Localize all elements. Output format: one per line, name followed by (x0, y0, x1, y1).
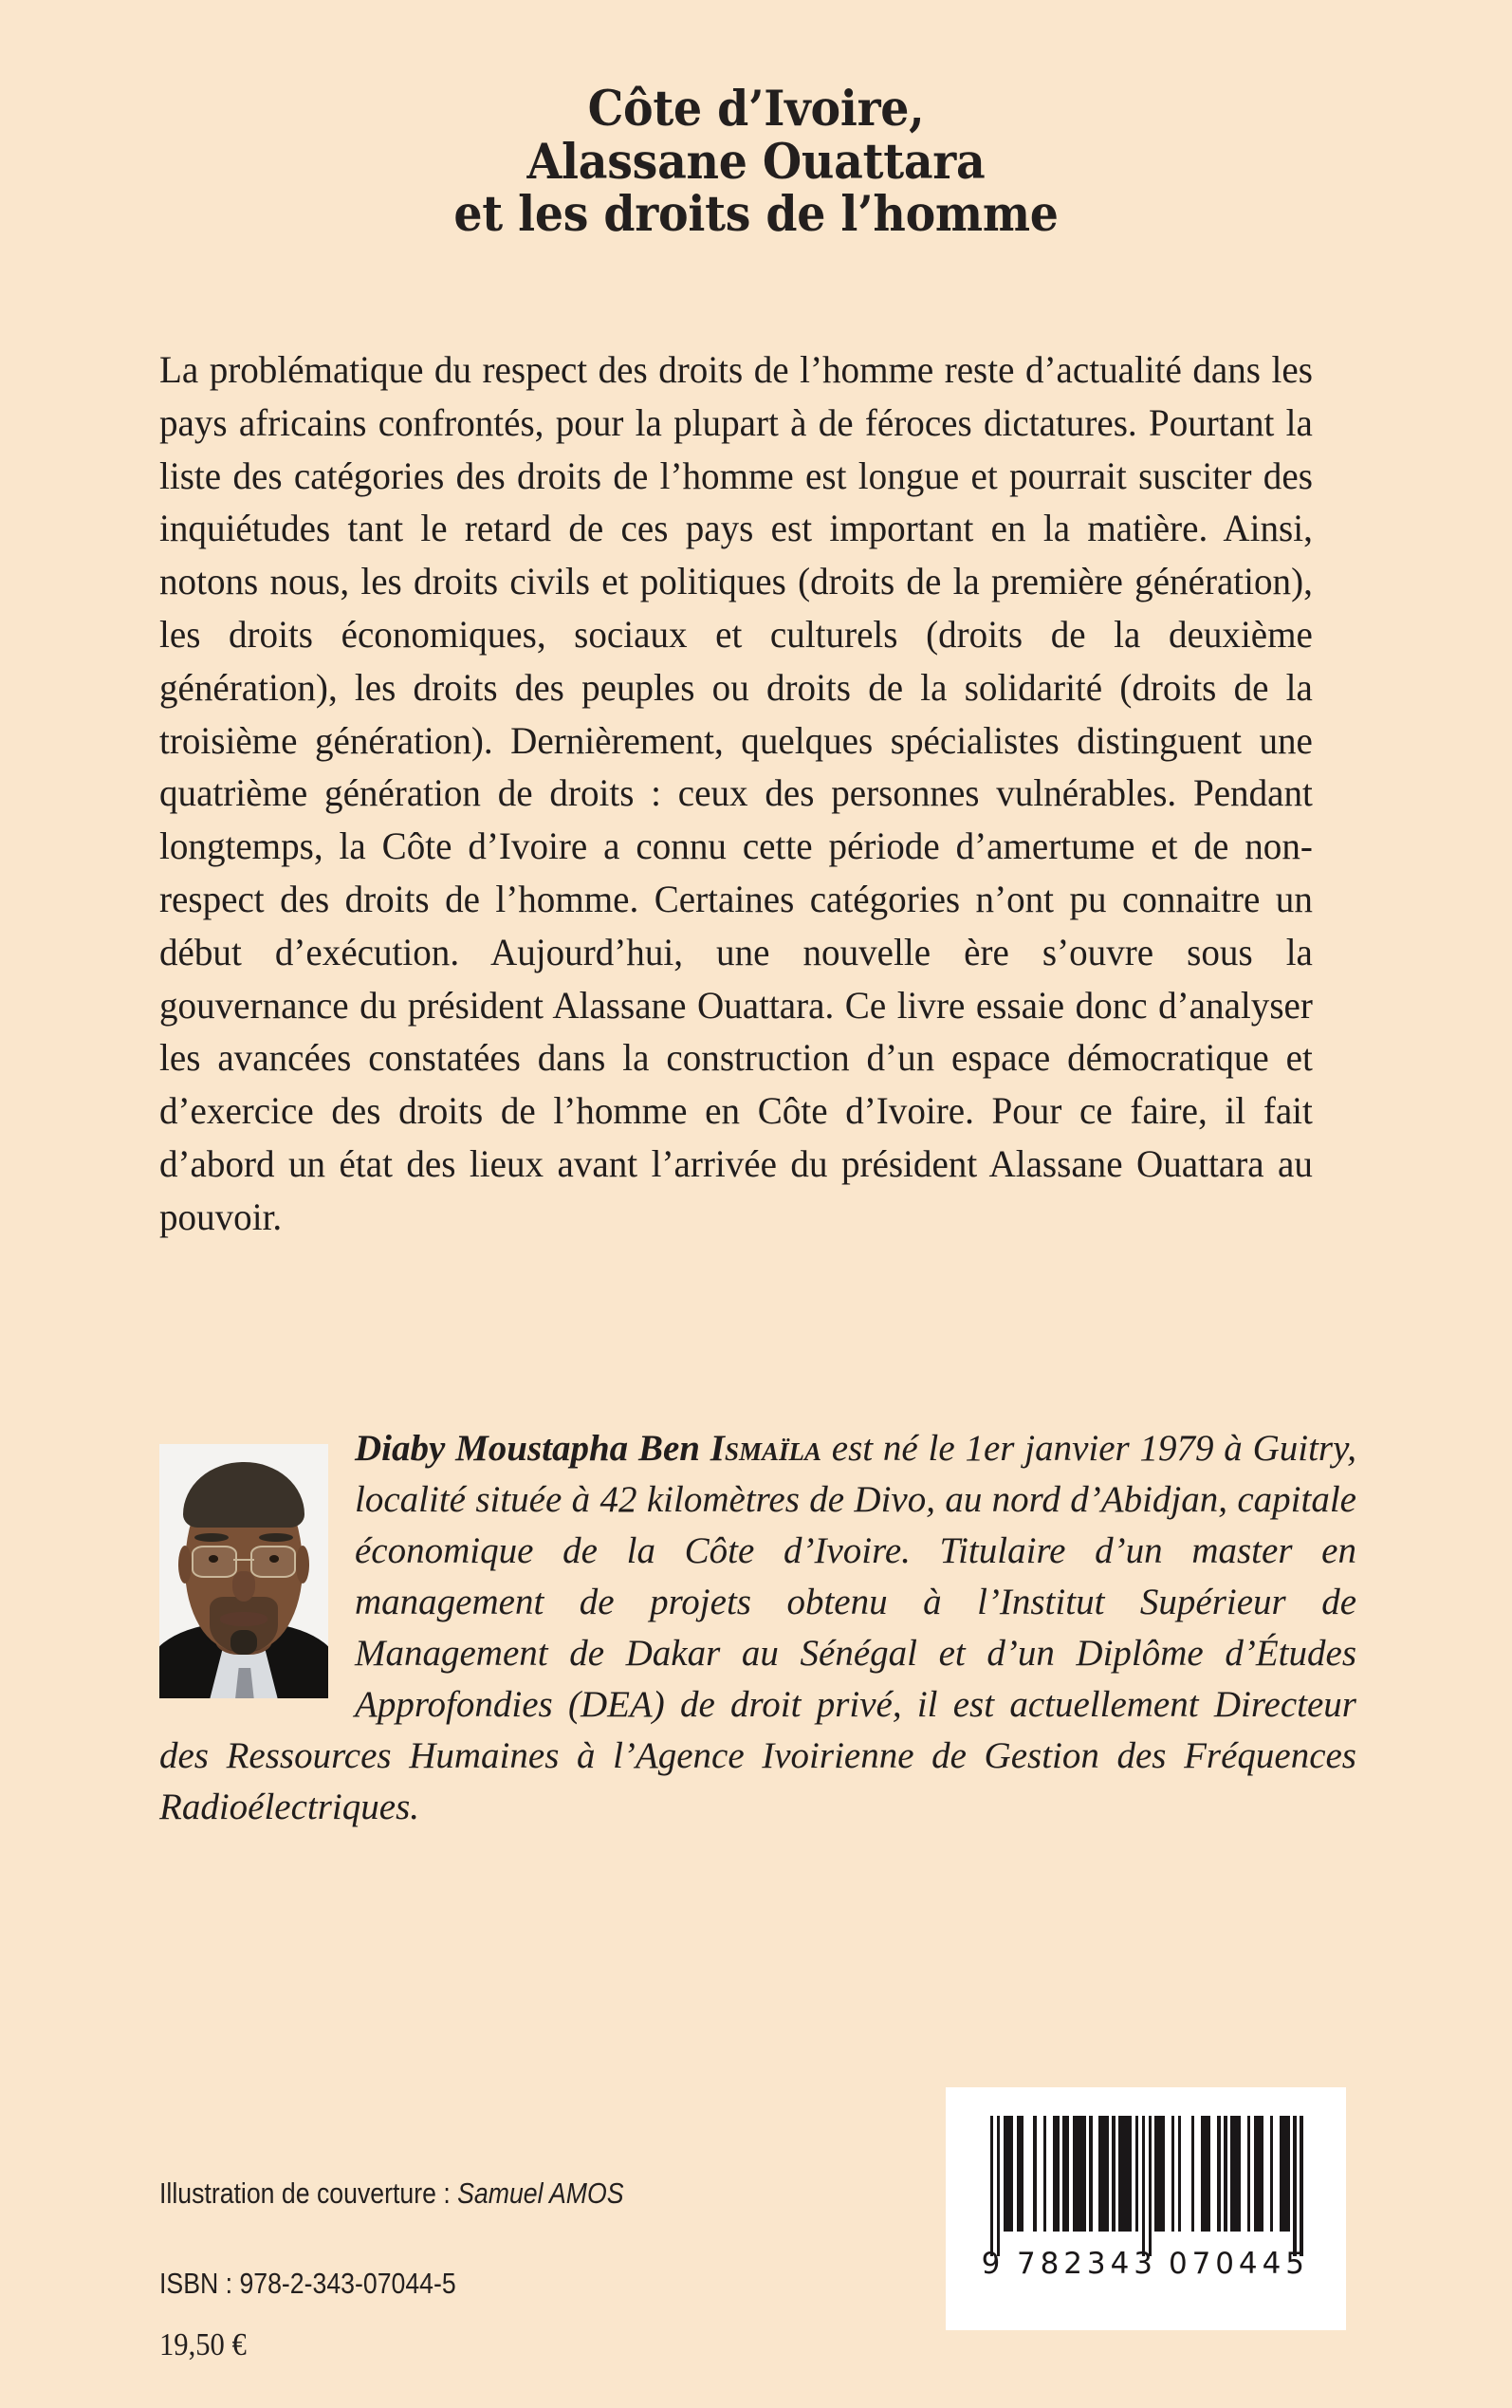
blurb-paragraph: La problématique du respect des droits de l’homme reste d’actualité dans les pays africains confrontés, pour la plupart à de féroces dictatures. Pourtant la liste des catégories des droits de l’homme est longue et pourrait susciter des inquiétudes tant le retard de ces pays est important en la matière. Ainsi, notons nous, les droits civils et politiques (droits de la première génération), les droits économiques, sociaux et culturels (droits de la deuxième génération), les droits des peuples ou droits de la solidarité (droits de la troisième génération). Dernièrement, quelques spécialistes distinguent une quatrième génération de droits : ceux des personnes vulnérables. Pendant longtemps, la Côte d’Ivoire a connu cette période d’amertume et de non-respect des droits de l’homme. Certaines catégories n’ont pu connaitre un début d’exécution. Aujourd’hui, une nouvelle ère s’ouvre sous la gouvernance du président Alassane Ouattara. Ce livre essaie donc d’analyser les avancées constatées dans la construction d’un espace démocratique et d’exercice des droits de l’homme en Côte d’Ivoire. Pour ce faire, il fait d’abord un état des lieux avant l’arrivée du président Alassane Ouattara au pouvoir. (159, 348, 1313, 1238)
barcode-digit-lead: 9 (981, 2247, 1002, 2281)
portrait-eye-right (269, 1555, 280, 1563)
author-bio-text: est né le 1er janvier 1979 à Guitry, localité située à 42 kilomètres de Divo, au nord d’Abidjan, capitale économique de la Côte d’Ivoire. Titulaire d’un master en management de projets obtenu à l’Institut Supérieur de Management de Dakar au Sénégal et d’un Diplôme d’Études Approfondies (DEA) de droit privé, il est actuellement Directeur des Ressources Humaines à l’Agence Ivoirienne de Gestion des Fréquences Radioélectriques. (159, 1428, 1356, 1827)
page-title (0, 83, 1512, 242)
blurb-text (159, 343, 1313, 1244)
author-bio (159, 1423, 1356, 1833)
portrait-mouth (220, 1612, 267, 1626)
footer (159, 2175, 899, 2366)
title-line-3: et les droits de l’homme (453, 186, 1059, 244)
author-surname: Ismaïla (710, 1428, 821, 1469)
portrait-eye-left (209, 1555, 219, 1563)
cover-illustration-credit (159, 2175, 796, 2213)
price-text: 19,50 € (159, 2326, 247, 2362)
portrait-eyebrow-right (259, 1533, 293, 1542)
isbn-text: ISBN : 978-2-343-07044-5 (159, 2267, 456, 2301)
portrait-glasses-bridge (233, 1559, 253, 1562)
portrait-ear-left (178, 1546, 192, 1584)
barcode-bar-strip (990, 2116, 1303, 2256)
title-line-2: Alassane Ouattara (526, 133, 986, 191)
barcode (946, 2087, 1346, 2330)
portrait-goatee (230, 1630, 257, 1656)
barcode-bars (990, 2116, 1303, 2256)
barcode-digits (977, 2247, 1318, 2279)
barcode-group-left: 7 8 2 3 4 3 (1016, 2247, 1153, 2281)
cover-credit-name: Samuel AMOS (457, 2176, 624, 2210)
portrait-eyebrow-left (194, 1533, 229, 1542)
author-portrait-photo (159, 1444, 328, 1698)
title-line-1: Côte d’Ivoire, (587, 81, 925, 138)
barcode-group-right: 0 7 0 4 4 5 (1168, 2247, 1305, 2281)
cover-credit-label: Illustration de couverture : (159, 2176, 458, 2210)
author-name: Diaby Moustapha Ben (355, 1428, 710, 1469)
